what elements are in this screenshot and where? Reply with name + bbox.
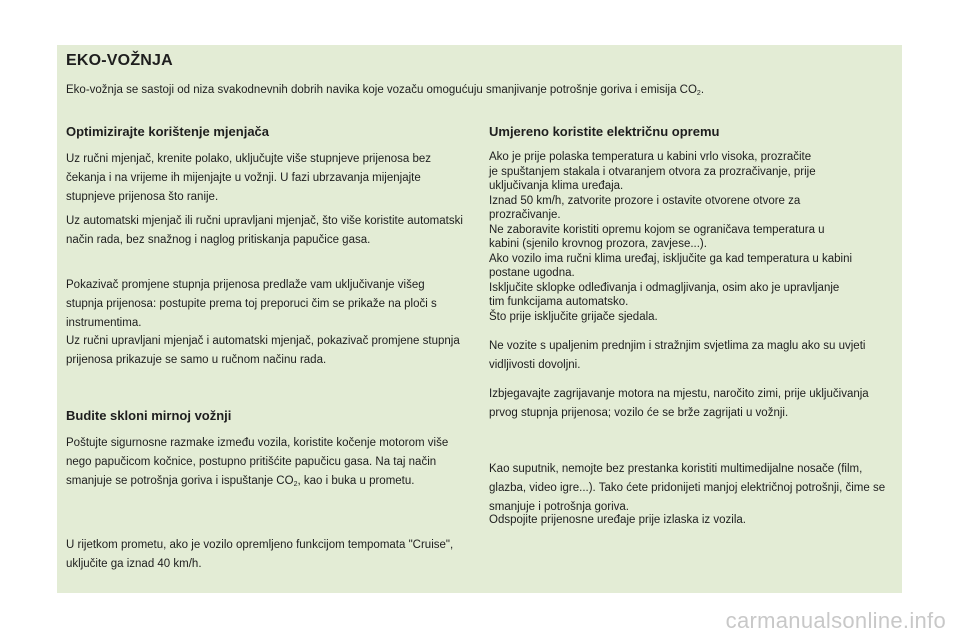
intro-subscript: 2 [696,90,701,97]
safe-distance-text: Poštujte sigurnosne razmake između vozila, koristite kočenje motorom više nego papučicom kočnice, postupno pritišćite papučicu gasa. Na taj način smanjuje se potrošnja goriva i ispuštanje CO [66,437,449,487]
electrical-line: tim funkcijama automatsko. [489,296,629,308]
safe-distance-end: , kao i buka u prometu. [297,475,415,487]
heading-electrical-equipment: Umjereno koristite električnu opremu [489,124,720,139]
electrical-line: prozračivanje. [489,209,561,221]
paragraph-gear-indicator: Pokazivač promjene stupnja prijenosa predlaže vam uključivanje višeg stupnja prijenosa: postupite prema toj preporuci čim se prikaže na ploči s instrumentima. [66,279,437,329]
paragraph-manual-gearbox: Uz ručni mjenjač, krenite polako, uključujte više stupnjeve prijenosa bez čekanja i na vrijeme ih mijenjajte u vožnji. U fazi ubrzavanja mijenjajte stupnjeve prijenosa što ranije. [66,153,431,203]
intro-paragraph [66,82,896,98]
electrical-line: kabini (sjenilo krovnog prozora, zavjese...). [489,238,707,250]
watermark: carmanualsonline.info [725,608,946,633]
electrical-line: uključivanja klima uređaja. [489,180,624,192]
electrical-line: Ako vozilo ima ručni klima uređaj, isključite ga kad temperatura u kabini [489,252,853,265]
paragraph-portable-devices: Odspojite prijenosne uređaje prije izlaska iz vozila. [489,514,746,526]
paragraph-safe-distance [66,434,471,491]
heading-calm-driving: Budite skloni mirnoj vožnji [66,408,232,423]
electrical-line: Što prije isključite grijače sjedala. [489,310,658,323]
paragraph-engine-warmup: Izbjegavajte zagrijavanje motora na mjestu, naročito zimi, prije uključivanja prvog stupnja prijenosa; vozilo će se brže zagrijati u vožnji. [489,388,869,419]
page-title: EKO-VOŽNJA [66,52,173,69]
electrical-line: Ako je prije polaska temperatura u kabini vrlo visoka, prozračite [489,151,812,163]
paragraph-indicator-manual-mode: Uz ručni upravljani mjenjač i automatski mjenjač, pokazivač promjene stupnja prijenosa prikazuje se samo u ručnom načinu rada. [66,335,460,366]
intro-text: Eko-vožnja se sastoji od niza svakodnevnih dobrih navika koje vozaču omogućuju smanjivanje potrošnje goriva i emisija CO [66,84,697,96]
paragraph-automatic-gearbox: Uz automatski mjenjač ili ručni upravljani mjenjač, što više koristite automatski način rada, bez snažnog i naglog pritiskanja papučice gasa. [66,215,463,246]
electrical-line: je spuštanjem stakala i otvaranjem otvora za prozračivanje, prije [489,165,816,178]
paragraph-fog-lights: Ne vozite s upaljenim prednjim i stražnjim svjetlima za maglu ako su uvjeti vidljivosti dovoljni. [489,340,866,371]
paragraph-multimedia: Kao suputnik, nemojte bez prestanka koristiti multimedijalne nosače (film, glazba, video igre...). Tako ćete pridonijeti manjoj električnoj potrošnji, čime se smanjuje i potrošnja goriva. [489,463,886,513]
heading-gearbox: Optimizirajte korištenje mjenjača [66,124,270,139]
electrical-line: Isključite sklopke odleđivanja i odmagljivanja, osim ako je upravljanje [489,281,840,294]
electrical-line: Iznad 50 km/h, zatvorite prozore i ostavite otvorene otvore za [489,194,801,207]
co2-subscript: 2 [293,481,298,488]
intro-end: . [700,84,705,96]
electrical-line: postane ugodna. [489,267,575,279]
electrical-line: Ne zaboravite koristiti opremu kojom se ograničava temperatura u [489,223,825,236]
paragraph-cruise: U rijetkom prometu, ako je vozilo opremljeno funkcijom tempomata "Cruise", uključite ga iznad 40 km/h. [66,539,454,570]
electrical-equipment-block [489,150,899,324]
